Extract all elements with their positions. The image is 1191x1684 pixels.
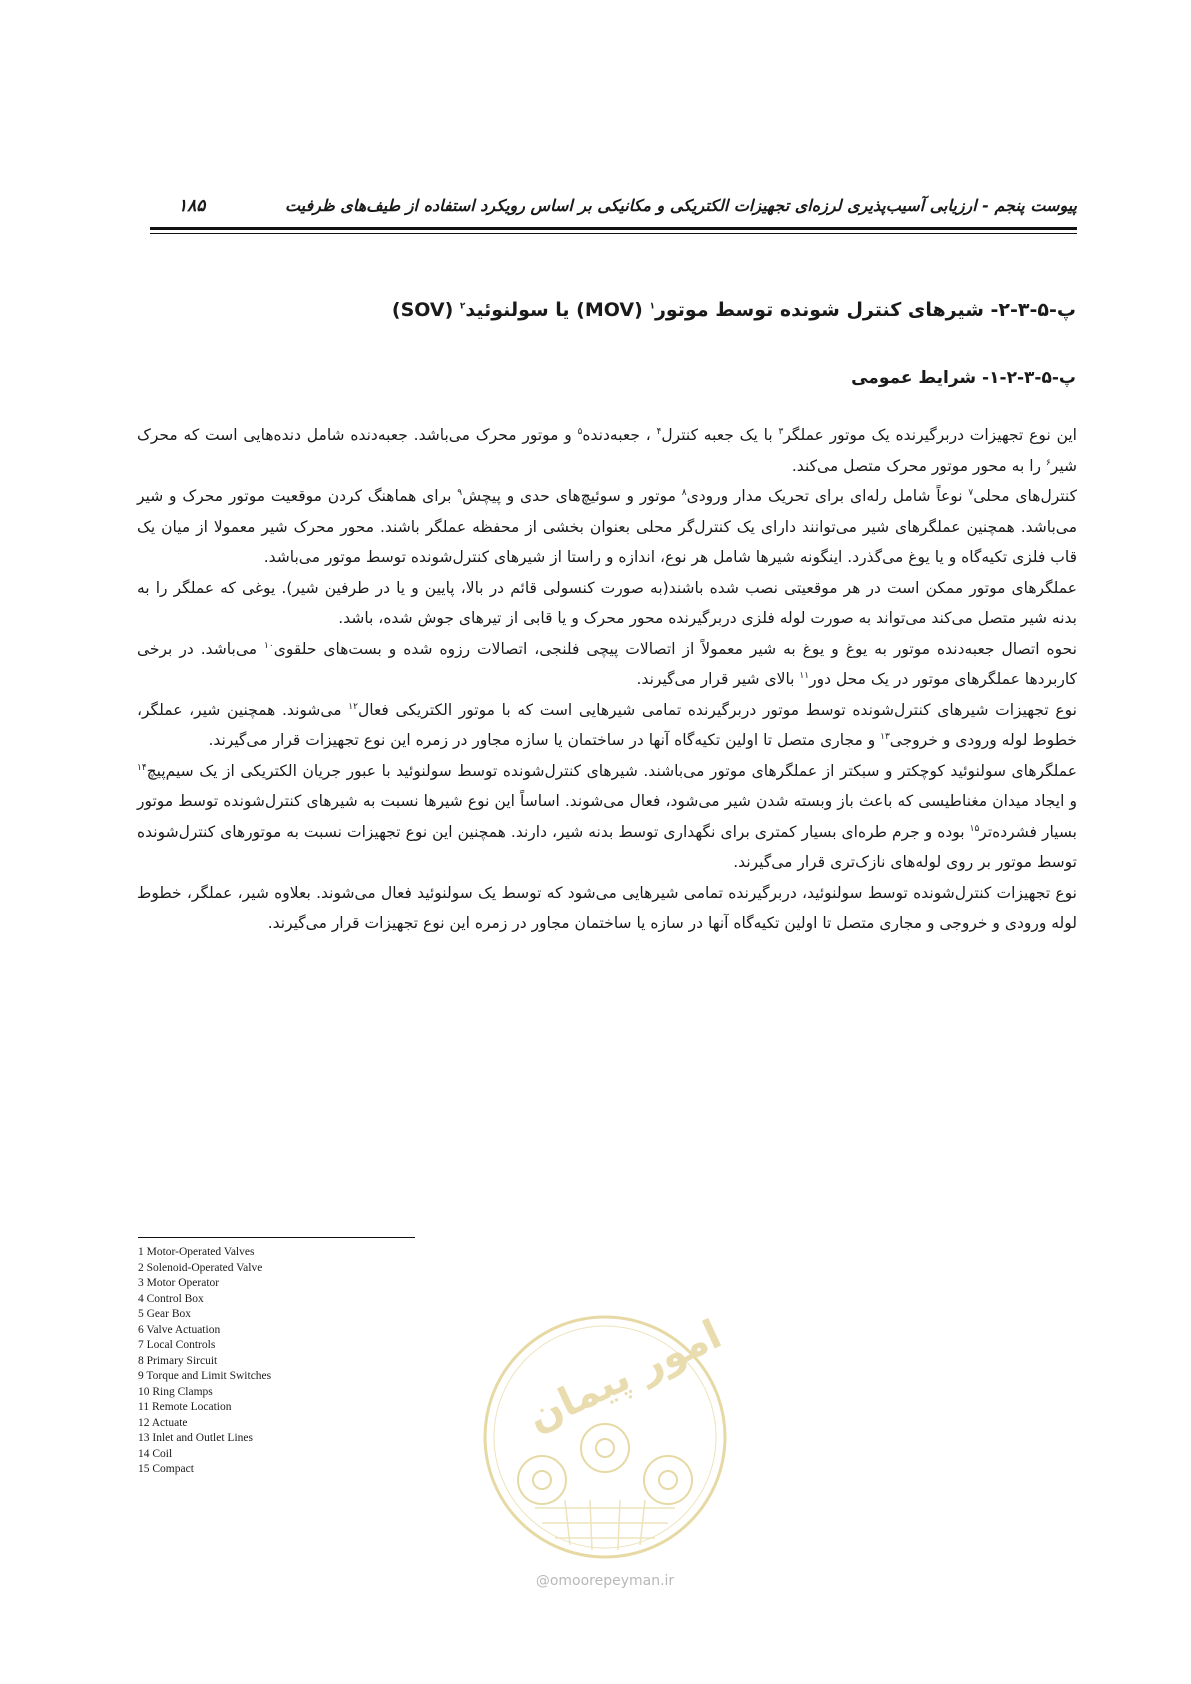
text-run: نوعاً شامل رله‌ای برای تحریک مدار ورودی: [686, 487, 969, 505]
footnote: 2 Solenoid-Operated Valve: [138, 1261, 263, 1274]
footnote-ref: ۶: [1045, 457, 1051, 468]
footnote-ref: ۱۲: [348, 701, 358, 712]
footnote-ref: ۲: [459, 301, 466, 312]
text-run: کنترل‌های محلی: [973, 487, 1077, 505]
footnote-ref: ۸: [681, 487, 687, 498]
footnote: 11 Remote Location: [138, 1401, 232, 1413]
watermark-seal-icon: [480, 1310, 730, 1565]
paragraph: [137, 756, 1077, 878]
footnote: 6 Valve Actuation: [138, 1323, 221, 1336]
text-run: بوده و جرم طره‌ای بسیار کمتری برای نگهداری توسط بدنه شیر، دارند. همچنین این نوع تجهیزات نسبت به موتورهای کنترل‌شونده توسط موتور بر روی لوله‌های نازک‌تری قرار می‌گیرند.: [137, 822, 1077, 871]
text-run: با یک جعبه کنترل: [661, 426, 779, 444]
text-run: موتور و سوئیچ‌های حدی و پیچش: [462, 487, 682, 505]
footnote: 14 Coil: [138, 1447, 173, 1460]
footnote: 15 Compact: [138, 1463, 194, 1475]
text-run: نحوه اتصال جعبه‌دنده موتور به یوغ و یوغ به شیر معمولاً از اتصالات پیچی فلنجی، اتصالات رزوه شده و بست‌های حلقوی: [273, 639, 1077, 658]
watermark-url: @omoorepeyman.ir: [535, 1573, 675, 1589]
footnote: 13 Inlet and Outlet Lines: [138, 1432, 253, 1444]
footnote-ref: ۱۱: [799, 670, 810, 681]
watermark-logo: [480, 1310, 730, 1565]
text-run: و موتور محرک می‌باشد. جعبه‌دنده شامل دنده‌هایی است که محرک شیر: [137, 426, 1077, 475]
subsection-title: پ-۵-۳-۲-۱- شرایط عمومی: [851, 368, 1076, 388]
text-run: و مجاری متصل تا اولین تکیه‌گاه آنها در ساختمان یا سازه مجاور در زمره این نوع تجهیزات قرار می‌گیرند.: [208, 731, 881, 749]
footnotes-list: [138, 1245, 271, 1478]
text-run: را به محور موتور محرک متصل می‌کند.: [791, 456, 1046, 475]
running-header: [150, 196, 1077, 220]
header-rule-thick: [150, 227, 1077, 230]
text-run: می‌شوند. همچنین شیر، عملگر، خطوط لوله ورودی و خروجی: [137, 700, 1077, 749]
paragraph: نوع تجهیزات کنترل‌شونده توسط سولنوئید، دربرگیرنده تمامی شیرهایی می‌شود که توسط یک سولنوئید فعال می‌شوند. بعلاوه شیر، عملگر، خطوط لوله ورودی و خروجی و مجاری متصل تا اولین تکیه‌گاه آنها در سازه یا ساختمان مجاور در زمره این نوع تجهیزات قرار می‌گیرند.: [137, 883, 1077, 932]
footnote: 10 Ring Clamps: [138, 1385, 213, 1398]
footnote-ref: ۴: [656, 426, 662, 437]
section-title-prefix: پ-۵-۳-۲- شیرهای کنترل شونده توسط موتور: [654, 299, 1076, 321]
section-title: [392, 299, 1076, 321]
paragraph: [137, 481, 1077, 573]
section-title-suffix: (SOV): [391, 299, 460, 321]
footnote-ref: ۱: [649, 301, 655, 312]
footnote-ref: ۵: [577, 426, 583, 437]
page-number: ۱۸۵: [178, 196, 206, 216]
seal-lettering: امور پیمان: [520, 1311, 729, 1441]
footnote-ref: ۱۰: [264, 640, 274, 651]
section-title-mid: (MOV) یا سولنوئید: [465, 299, 650, 321]
footnote-ref: ۱۳: [880, 731, 890, 742]
paragraph: [137, 420, 1077, 481]
footnote: 9 Torque and Limit Switches: [138, 1370, 272, 1382]
footnote: 5 Gear Box: [138, 1308, 192, 1320]
footnote: 4 Control Box: [138, 1292, 204, 1305]
body-text: [137, 420, 1077, 939]
header-title: پیوست پنجم - ارزیابی آسیب‌پذیری لرزه‌ای تجهیزات الکتریکی و مکانیکی بر اساس رویکرد استفاده از طیف‌های ظرفیت: [284, 196, 1077, 215]
text-run: عملگرهای سولنوئید کوچکتر و سبکتر از عملگرهای موتور می‌باشند. شیرهای کنترل‌شونده توسط سولنوئید با عبور جریان الکتریکی از یک سیم‌پیچ: [146, 761, 1077, 780]
footnote: 7 Local Controls: [138, 1339, 216, 1351]
text-run: نوع تجهیزات شیرهای کنترل‌شونده توسط موتور دربرگیرنده تمامی شیرهایی است که با موتور الکتریکی فعال: [357, 700, 1077, 719]
footnote-ref: ۱۴: [137, 762, 147, 773]
paragraph: عملگرهای موتور ممکن است در هر موقعیتی نصب شده باشند(به صورت کنسولی قائم در بالا، پایین و یا در طرفین شیر). یوغی که عملگر را به بدنه شیر متصل می‌کند می‌تواند به صورت لوله فلزی دربرگیرنده محور محرک و یا قابی از تیرهای جوش شده، باشد.: [137, 578, 1077, 627]
footnote-ref: ۹: [457, 487, 463, 498]
text-run: برای هماهنگ کردن موقعیت موتور محرک و شیر می‌باشد. همچنین عملگرهای شیر می‌توانند دارای یک کنترل‌گر محلی بعنوان بخشی از محفظه عملگر باشند. محور محرک شیر معمولا از میان یک قاب فلزی تکیه‌گاه و یا یوغ می‌گذرد. اینگونه شیرها شامل هر نوع، اندازه و راستا از شیرهای کنترل‌شونده توسط موتور می‌باشد.: [137, 487, 1077, 566]
header-rule-thin: [150, 233, 1077, 234]
footnote-ref: ۳: [778, 426, 784, 437]
text-run: این نوع تجهیزات دربرگیرنده یک موتور عملگر: [783, 426, 1077, 444]
footnote-rule: [138, 1237, 415, 1238]
paragraph: [137, 695, 1077, 756]
footnote: 1 Motor-Operated Valves: [138, 1246, 255, 1258]
footnote: 3 Motor Operator: [138, 1277, 220, 1289]
text-run: و ایجاد میدان مغناطیسی که باعث باز وبسته شدن شیر می‌شود، فعال می‌شوند. اساساً این نوع شیرها نسبت به شیرهای کنترل‌شونده توسط موتور بسیار فشرده‌تر: [137, 792, 1078, 841]
text-run: می‌باشد. در برخی کاربردها عملگرهای موتور در یک محل دور: [137, 639, 1077, 688]
footnote: 12 Actuate: [138, 1416, 188, 1429]
paragraph: [137, 634, 1077, 695]
text-run: ، جعبه‌دنده: [582, 426, 657, 444]
seal-grid: [535, 1500, 675, 1550]
footnote-ref: ۷: [968, 487, 974, 498]
footnote-ref: ۱۵: [969, 823, 980, 834]
footnote: 8 Primary Sircuit: [138, 1354, 218, 1367]
text-run: بالای شیر قرار می‌گیرند.: [636, 670, 800, 688]
